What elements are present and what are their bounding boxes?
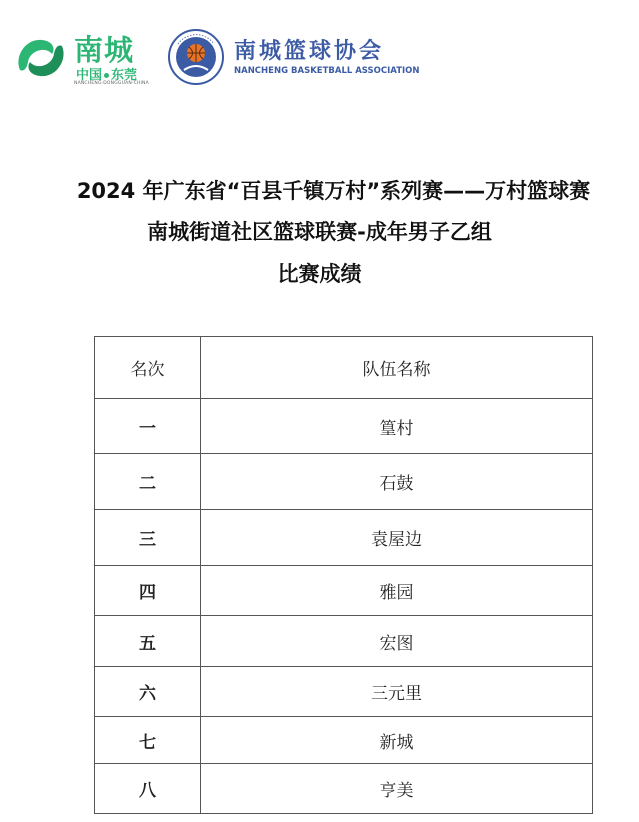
table-row: [95, 667, 593, 717]
team-cell: 宏图: [201, 616, 593, 667]
rank-cell: 七: [95, 717, 201, 764]
rank-cell: 六: [95, 667, 201, 717]
column-header-rank: 名次: [95, 337, 201, 399]
page-title-line-2: 南城街道社区篮球联赛-成年男子乙组: [147, 220, 492, 244]
team-cell: 亨美: [201, 764, 593, 814]
team-cell: 新城: [201, 717, 593, 764]
nancheng-logo: [12, 28, 152, 88]
association-english-name: NANCHENG BASKETBALL ASSOCIATION: [234, 66, 420, 76]
team-cell: 雅园: [201, 566, 593, 616]
table-row: [95, 616, 593, 667]
rank-cell: 一: [95, 399, 201, 454]
rank-cell: 五: [95, 616, 201, 667]
table-row: [95, 717, 593, 764]
table-header-row: [95, 337, 593, 399]
rank-cell: 四: [95, 566, 201, 616]
rank-cell: 三: [95, 510, 201, 566]
page-title-line-1: 2024 年广东省“百县千镇万村”系列赛——万村篮球赛: [76, 179, 591, 203]
table-row: [95, 454, 593, 510]
rank-cell: 八: [95, 764, 201, 814]
table-row: [95, 399, 593, 454]
results-table: [94, 336, 593, 814]
dot-icon: [104, 73, 109, 78]
rank-cell: 二: [95, 454, 201, 510]
nancheng-swirl-icon: [12, 30, 70, 86]
team-cell: 袁屋边: [201, 510, 593, 566]
table-row: [95, 566, 593, 616]
nancheng-logo-title: 南城: [74, 33, 135, 67]
basketball-association-logo: [166, 26, 420, 88]
team-cell: 石鼓: [201, 454, 593, 510]
nancheng-logo-english: NANCHENG·DONGGUAN·CHINA: [74, 81, 149, 86]
association-name: 南城篮球协会: [234, 39, 385, 64]
table-row: [95, 764, 593, 814]
table-row: [95, 510, 593, 566]
nancheng-logo-subtitle-left: 中国: [76, 68, 103, 83]
nancheng-logo-subtitle-right: 东莞: [111, 68, 138, 83]
column-header-team: 队伍名称: [201, 337, 593, 399]
basketball-badge-icon: [166, 26, 226, 88]
team-cell: 篁村: [201, 399, 593, 454]
page-title-line-3: 比赛成绩: [277, 262, 362, 286]
team-cell: 三元里: [201, 667, 593, 717]
